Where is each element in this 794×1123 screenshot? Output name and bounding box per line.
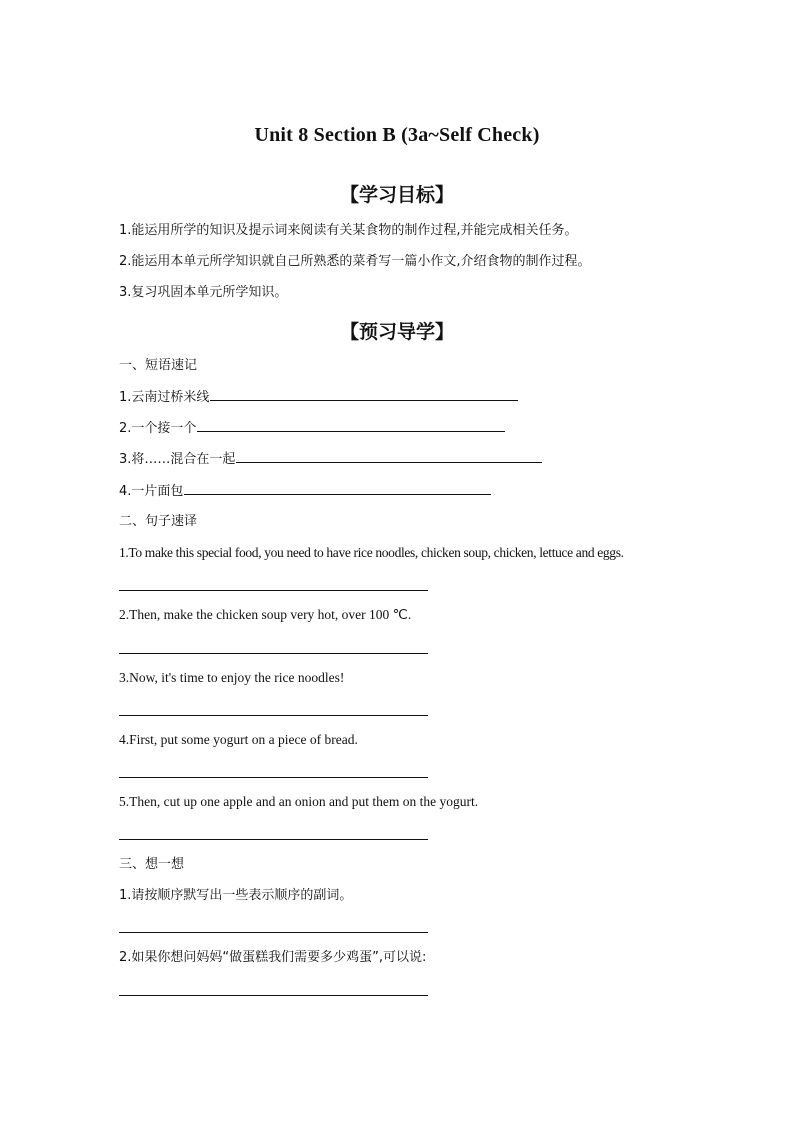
phrase-item [119, 450, 542, 469]
sentence-item: 1.To make this special food, you need to have rice noodles, chicken soup, chicken, lettuce and eggs. [119, 545, 624, 560]
part3-heading: 三、想一想 [119, 857, 185, 872]
think-item: 1.请按顺序默写出一些表示顺序的副词。 [119, 888, 353, 903]
goal-item: 1.能运用所学的知识及提示词来阅读有关某食物的制作过程,并能完成相关任务。 [119, 223, 578, 238]
sentence-answer-line[interactable] [119, 653, 428, 654]
sentence-answer-line[interactable] [119, 590, 428, 591]
goal-item: 2.能运用本单元所学知识就自己所熟悉的菜肴写一篇小作文,介绍食物的制作过程。 [119, 254, 591, 269]
sentence-item: 4.First, put some yogurt on a piece of bread. [119, 732, 358, 747]
phrase-text: 4.一片面包 [119, 484, 184, 499]
phrase-answer-blank[interactable] [197, 419, 505, 432]
sentence-item: 5.Then, cut up one apple and an onion and put them on the yogurt. [119, 794, 479, 809]
think-item: 2.如果你想问妈妈“做蛋糕我们需要多少鸡蛋”,可以说: [119, 950, 427, 965]
phrase-text: 1.云南过桥米线 [119, 390, 210, 405]
phrase-item [119, 388, 518, 407]
sentence-item: 2.Then, make the chicken soup very hot, over 100 ℃. [119, 607, 412, 622]
sentence-item: 3.Now, it's time to enjoy the rice noodles! [119, 670, 345, 685]
sentence-answer-line[interactable] [119, 715, 428, 716]
phrase-item [119, 419, 505, 438]
phrase-answer-blank[interactable] [210, 388, 518, 401]
phrase-answer-blank[interactable] [236, 450, 542, 463]
preview-heading: 【预习导学】 [339, 321, 454, 343]
think-answer-line[interactable] [119, 995, 428, 996]
goals-heading: 【学习目标】 [339, 184, 454, 206]
phrase-answer-blank[interactable] [184, 482, 491, 495]
page-title: Unit 8 Section B (3a~Self Check) [254, 124, 540, 146]
sentence-answer-line[interactable] [119, 777, 428, 778]
phrase-item [119, 482, 491, 501]
goal-item: 3.复习巩固本单元所学知识。 [119, 285, 288, 300]
part2-heading: 二、句子速译 [119, 514, 198, 529]
phrase-text: 3.将……混合在一起 [119, 452, 236, 467]
think-answer-line[interactable] [119, 932, 428, 933]
sentence-answer-line[interactable] [119, 839, 428, 840]
part1-heading: 一、短语速记 [119, 358, 198, 373]
phrase-text: 2.一个接一个 [119, 421, 197, 436]
